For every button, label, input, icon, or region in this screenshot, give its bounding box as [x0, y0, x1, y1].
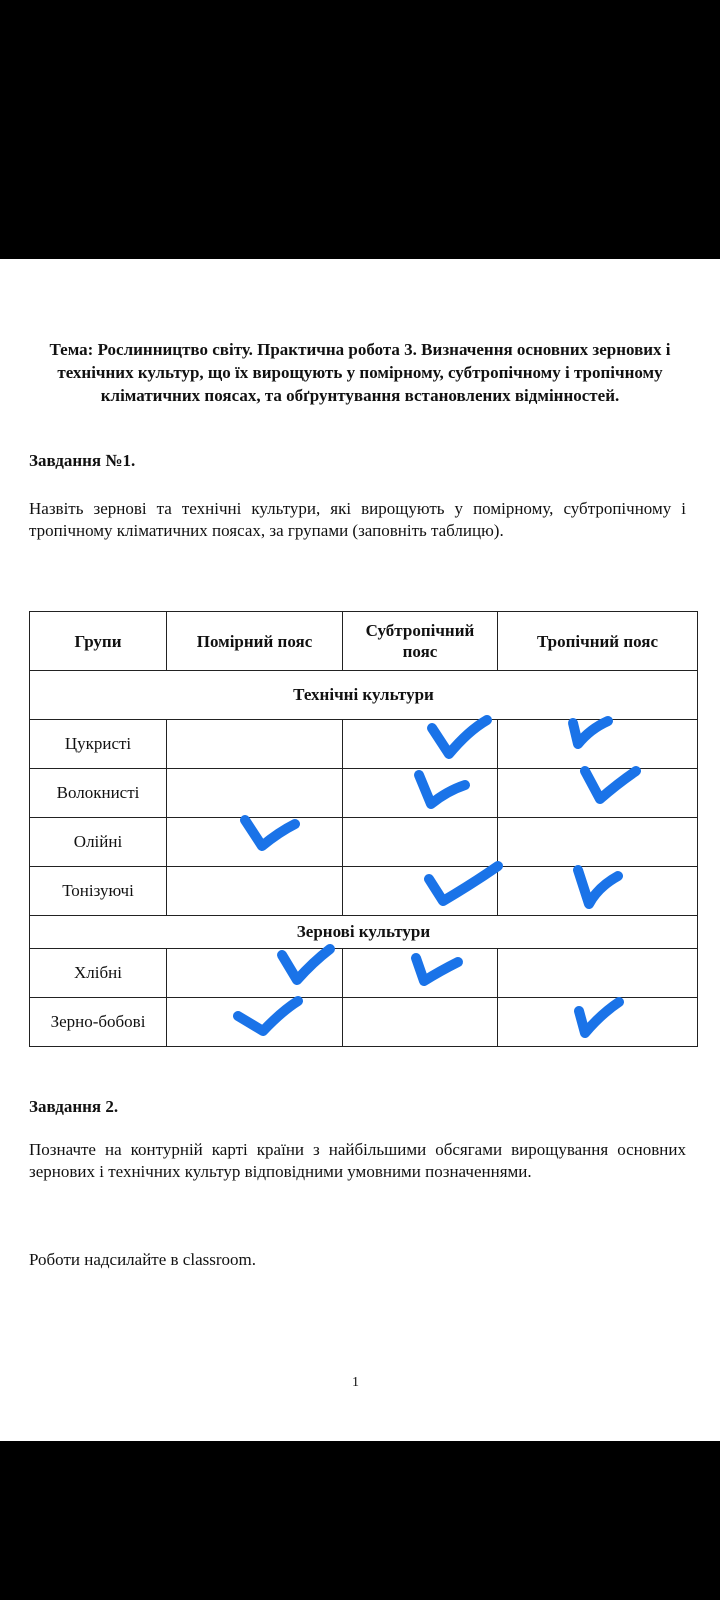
- task1-text: Назвіть зернові та технічні культури, які вирощують у помірному, субтропічному і тропічному кліматичних поясах, за групами (заповніть таблицю).: [29, 499, 686, 540]
- header-groups: Групи: [30, 612, 167, 671]
- table-cell: [167, 769, 343, 818]
- row-label: Тонізуючі: [30, 867, 167, 916]
- header-subtropical-label: Субтропічний пояс: [365, 621, 475, 661]
- table-cell: [498, 998, 698, 1047]
- table-cell: [498, 818, 698, 867]
- table-cell: [343, 720, 498, 769]
- document-title: Тема: Рослинництво світу. Практична робота 3. Визначення основних зернових і технічних культур, що їх вирощують у помірному, субтропічному і тропічному кліматичних поясах, та обґрунтування встановлених відмінностей.: [49, 340, 671, 405]
- header-subtropical: [343, 612, 498, 671]
- row-label: Зерно-бобові: [30, 998, 167, 1047]
- submission-note: Роботи надсилайте в classroom.: [29, 1250, 256, 1269]
- section-grain: Зернові культури: [30, 916, 698, 949]
- table-cell: [343, 949, 498, 998]
- table-cell: [498, 949, 698, 998]
- page-number: 1: [352, 1375, 359, 1390]
- table-cell: [167, 818, 343, 867]
- table-cell: [498, 769, 698, 818]
- crops-table: [29, 611, 698, 1047]
- table-cell: [498, 867, 698, 916]
- header-temperate: Помірний пояс: [167, 612, 343, 671]
- row-label: Цукристі: [30, 720, 167, 769]
- status-dot: [668, 1415, 678, 1425]
- row-label: Олійні: [30, 818, 167, 867]
- section-technical: Технічні культури: [30, 671, 698, 720]
- table-cell: [167, 720, 343, 769]
- task1-heading: Завдання №1.: [29, 451, 136, 470]
- table-cell: [167, 867, 343, 916]
- header-tropical: Тропічний пояс: [498, 612, 698, 671]
- row-label: Хлібні: [30, 949, 167, 998]
- table-cell: [498, 720, 698, 769]
- task2-text: Позначте на контурній карті країни з найбільшими обсягами вирощування основних зернових і технічних культур відповідними умовними позначеннями.: [29, 1140, 686, 1181]
- table-cell: [343, 867, 498, 916]
- task2-heading: Завдання 2.: [29, 1097, 119, 1116]
- table-cell: [343, 998, 498, 1047]
- table-cell: [343, 818, 498, 867]
- table-cell: [343, 769, 498, 818]
- table-cell: [167, 998, 343, 1047]
- row-label: Волокнисті: [30, 769, 167, 818]
- document-page: [0, 259, 720, 1441]
- table-cell: [167, 949, 343, 998]
